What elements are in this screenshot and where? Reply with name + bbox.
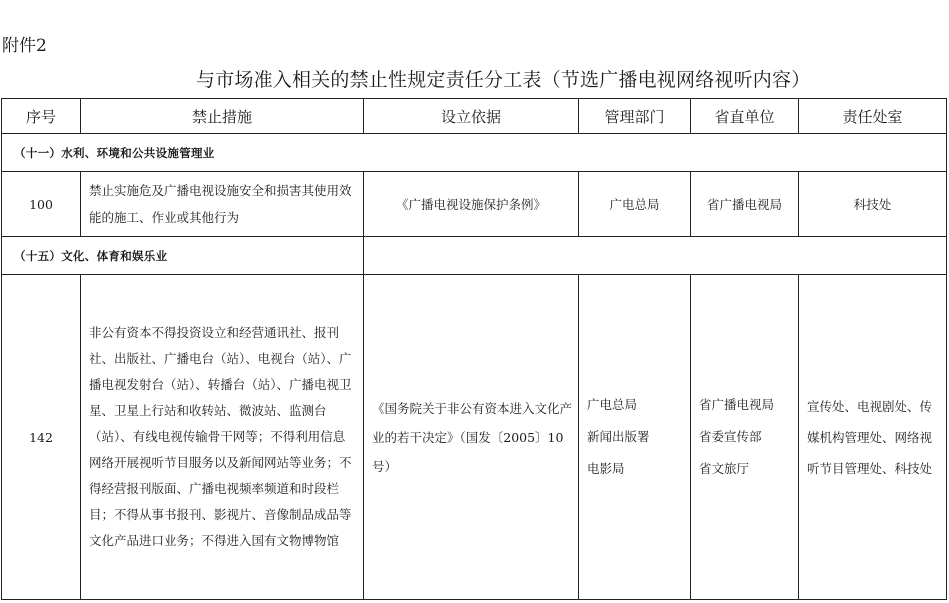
- header-dept: 管理部门: [579, 99, 691, 134]
- row-basis: 《国务院关于非公有资本进入文化产业的若干决定》（国发〔2005〕10号）: [364, 275, 579, 600]
- section-label: （十一）水利、环境和公共设施管理业: [2, 134, 947, 172]
- header-unit: 省直单位: [691, 99, 799, 134]
- unit-line: 省委宣传部: [699, 429, 762, 444]
- row-unit: [691, 275, 799, 600]
- header-basis: 设立依据: [364, 99, 579, 134]
- unit-line: 省广播电视局: [699, 397, 775, 412]
- row-office: 科技处: [799, 172, 947, 237]
- table-row: [2, 275, 947, 600]
- row-measure: 禁止实施危及广播电视设施安全和损害其使用效能的施工、作业或其他行为: [81, 172, 364, 237]
- unit-line: 省文旅厅: [699, 461, 750, 476]
- table-row: [2, 172, 947, 237]
- row-dept: 广电总局: [579, 172, 691, 237]
- row-unit: 省广播电视局: [691, 172, 799, 237]
- dept-line: 新闻出版署: [587, 429, 650, 444]
- row-dept: [579, 275, 691, 600]
- header-number: 序号: [2, 99, 81, 134]
- row-number: 100: [2, 172, 81, 237]
- attachment-label: 附件2: [2, 36, 47, 56]
- section-row: [2, 134, 947, 172]
- table-header-row: [2, 99, 947, 134]
- row-office: 宣传处、电视剧处、传媒机构管理处、网络视听节目管理处、科技处: [799, 275, 947, 600]
- header-measure: 禁止措施: [81, 99, 364, 134]
- document-title: 与市场准入相关的禁止性规定责任分工表（节选广播电视网络视听内容）: [196, 69, 811, 91]
- section-label: （十五）文化、体育和娱乐业: [2, 237, 364, 275]
- responsibility-table: [1, 98, 947, 600]
- row-measure: 非公有资本不得投资设立和经营通讯社、报刊社、出版社、广播电台（站）、电视台（站）、广播电视发射台（站）、转播台（站）、广播电视卫星、卫星上行站和收转站、微波站、监测台（站）、有线电视传输骨干网等；不得利用信息网络开展视听节目服务以及新闻网站等业务；不得经营报刊版面、广播电视频率频道和时段栏目；不得从事书报刊、影视片、音像制品成品等文化产品进口业务；不得进入国有文物博物馆: [81, 275, 364, 600]
- header-office: 责任处室: [799, 99, 947, 134]
- section-row: [2, 237, 947, 275]
- row-number: 142: [2, 275, 81, 600]
- section-blank: [364, 237, 947, 275]
- dept-line: 广电总局: [587, 397, 638, 412]
- row-basis: 《广播电视设施保护条例》: [364, 172, 579, 237]
- dept-line: 电影局: [587, 461, 625, 476]
